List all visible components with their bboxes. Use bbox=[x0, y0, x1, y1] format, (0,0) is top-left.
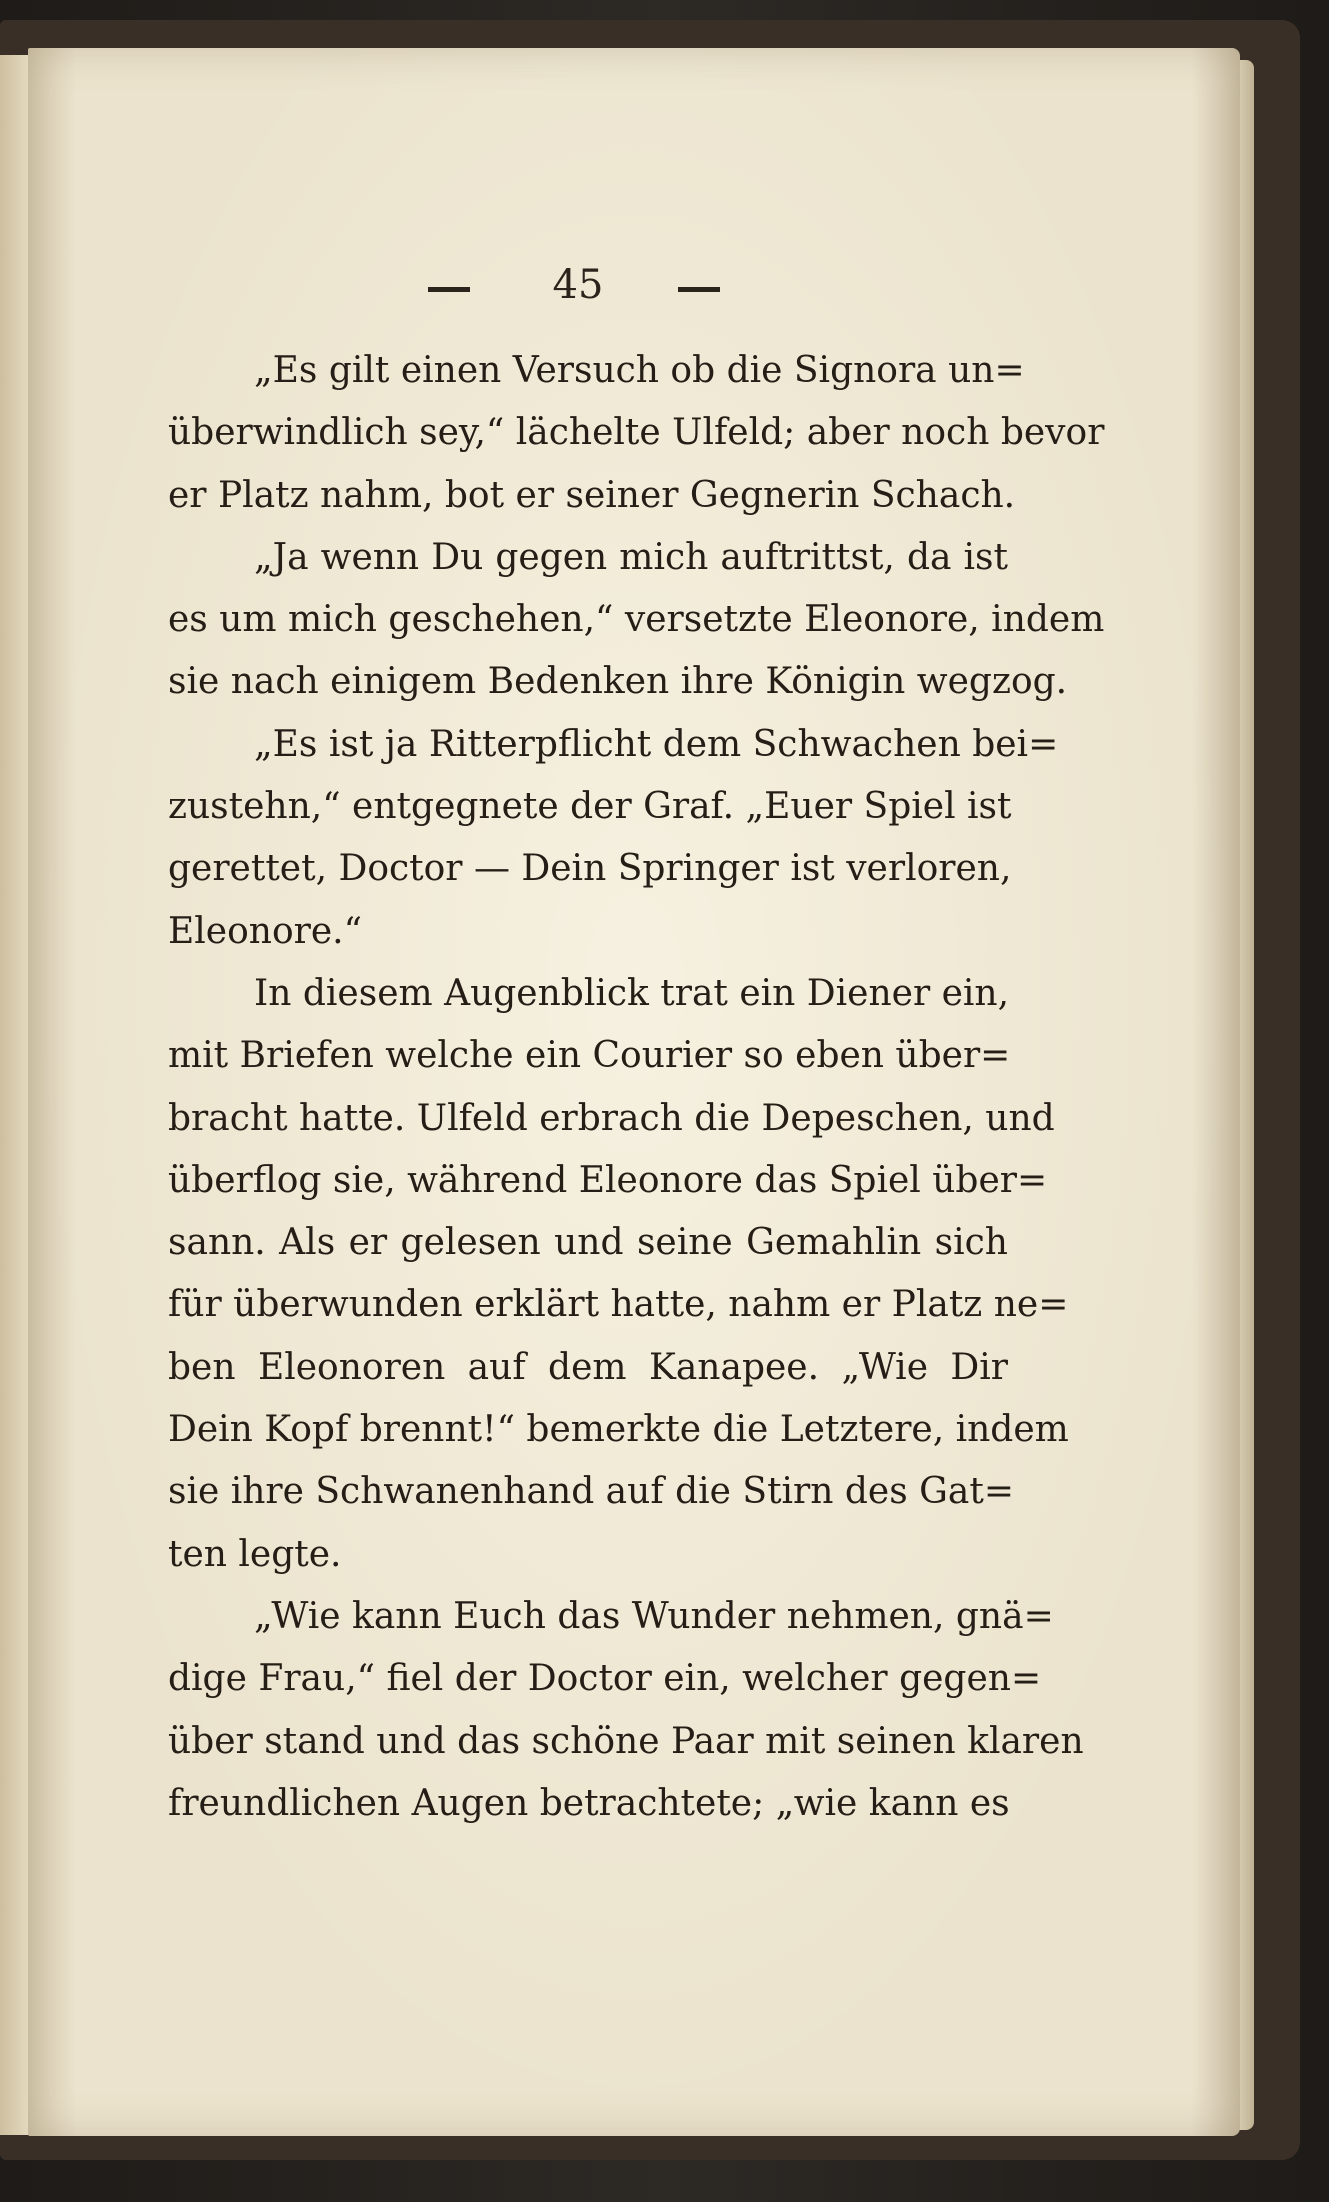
text-line: In diesem Augenblick trat ein Diener ein, bbox=[254, 972, 1010, 1014]
text-line: freundlichen Augen betrachtete; „wie kann es bbox=[168, 1782, 1010, 1824]
text-line: sann. Als er gelesen und seine Gemahlin sich bbox=[168, 1222, 1008, 1264]
text-line: ben Eleonoren auf dem Kanapee. „Wie Dir bbox=[168, 1346, 1008, 1388]
text-line: „Wie kann Euch das Wunder nehmen, gnä= bbox=[254, 1595, 1054, 1637]
text-line: Dein Kopf brennt!“ bemerkte die Letztere, indem bbox=[168, 1409, 1069, 1451]
text-line: überflog sie, während Eleonore das Spiel über= bbox=[168, 1159, 1048, 1201]
text-line: gerettet, Doctor — Dein Springer ist verloren, bbox=[168, 848, 1012, 890]
body-text bbox=[168, 340, 1105, 1835]
text-line: es um mich geschehen,“ versetzte Eleonore, indem bbox=[168, 599, 1105, 641]
text-line: sie ihre Schwanenhand auf die Stirn des Gat= bbox=[168, 1471, 1014, 1513]
text-line: „Es ist ja Ritterpflicht dem Schwachen bei= bbox=[254, 723, 1059, 765]
text-line: überwindlich sey,“ lächelte Ulfeld; aber noch bevor bbox=[168, 412, 1105, 454]
page-header bbox=[428, 255, 728, 315]
header-dash-right bbox=[678, 287, 720, 292]
text-line: „Ja wenn Du gegen mich auftrittst, da ist bbox=[254, 536, 1008, 578]
text-line: Eleonore.“ bbox=[168, 910, 362, 952]
text-line: „Es gilt einen Versuch ob die Signora un= bbox=[254, 350, 1025, 391]
page-stack-edge bbox=[1238, 60, 1254, 2130]
text-line: über stand und das schöne Paar mit seinen klaren bbox=[168, 1720, 1084, 1762]
text-line: zustehn,“ entgegnete der Graf. „Euer Spiel ist bbox=[168, 786, 1012, 828]
text-line: sie nach einigem Bedenken ihre Königin wegzog. bbox=[168, 661, 1068, 703]
page-number: 45 bbox=[552, 262, 604, 308]
text-line: mit Briefen welche ein Courier so eben über= bbox=[168, 1035, 1011, 1077]
header-dash-left bbox=[428, 287, 470, 292]
text-line: er Platz nahm, bot er seiner Gegnerin Schach. bbox=[168, 474, 1016, 516]
text-line: dige Frau,“ fiel der Doctor ein, welcher gegen= bbox=[168, 1658, 1042, 1700]
text-line: für überwunden erklärt hatte, nahm er Platz ne= bbox=[168, 1284, 1069, 1326]
text-line: ten legte. bbox=[168, 1533, 342, 1575]
text-line: bracht hatte. Ulfeld erbrach die Depeschen, und bbox=[168, 1097, 1055, 1139]
